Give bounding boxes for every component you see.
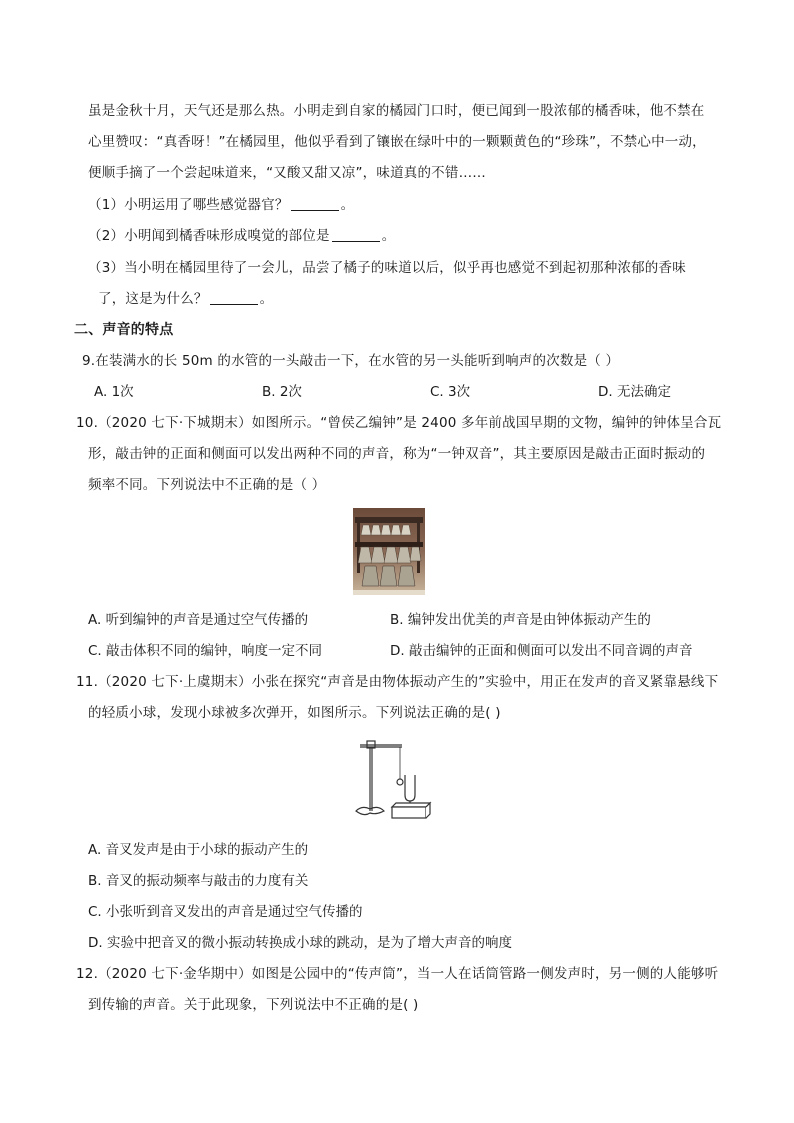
sub-question-3-line-2 (98, 289, 273, 309)
answer-blank (332, 227, 380, 242)
question-10-line-3: 频率不同。下列说法中不正确的是（ ） (88, 477, 326, 493)
bianzhong-bells-image (353, 508, 425, 595)
question-10-option-c: C. 敲击体积不同的编钟，响度一定不同 (88, 643, 323, 659)
question-9-option-b: B. 2次 (262, 384, 302, 400)
tuning-fork-pendulum-diagram (352, 735, 434, 822)
question-10-option-d: D. 敲击编钟的正面和侧面可以发出不同音调的声音 (390, 643, 693, 659)
section-heading: 二、声音的特点 (74, 322, 174, 338)
question-12-line-1: 12.（2020 七下·金华期中）如图是公园中的“传声筒”，当一人在话筒管路一侧发声时，另一侧的人能够听 (76, 966, 719, 982)
question-11-line-2: 的轻质小球，发现小球被多次弹开，如图所示。下列说法正确的是( ) (88, 705, 501, 721)
question-11-option-d: D. 实验中把音叉的微小振动转换成小球的跳动，是为了增大声音的响度 (88, 935, 512, 951)
question-9-option-a: A. 1次 (94, 384, 134, 400)
passage-line-2: 心里赞叹：“真香呀！”在橘园里，他似乎看到了镶嵌在绿叶中的一颗颗黄色的“珍珠”，不禁心中一动， (88, 134, 706, 150)
sub-question-1-end: 。 (340, 197, 355, 213)
question-10-line-2: 形，敲击钟的正面和侧面可以发出两种不同的声音，称为“一钟双音”，其主要原因是敲击正面时振动的 (88, 446, 706, 462)
question-10-line-1: 10.（2020 七下·下城期末）如图所示。“曾侯乙编钟”是 2400 多年前战国早期的文物，编钟的钟体呈合瓦 (76, 415, 722, 431)
question-10-option-a: A. 听到编钟的声音是通过空气传播的 (88, 612, 309, 628)
sub-question-1-text: （1）小明运用了哪些感觉器官？ (88, 197, 289, 213)
question-11-option-b: B. 音叉的振动频率与敲击的力度有关 (88, 873, 309, 889)
answer-blank (210, 290, 258, 305)
question-12-line-2: 到传输的声音。关于此现象，下列说法中不正确的是( ) (88, 997, 419, 1013)
answer-blank (291, 196, 339, 211)
sub-question-2-text: （2）小明闻到橘香味形成嗅觉的部位是 (88, 228, 330, 244)
sub-question-3-text: 了，这是为什么？ (98, 291, 208, 307)
question-9-option-c: C. 3次 (430, 384, 471, 400)
passage-line-1: 虽是金秋十月，天气还是那么热。小明走到自家的橘园门口时，便已闻到一股浓郁的橘香味，他不禁在 (88, 103, 705, 119)
question-9-option-d: D. 无法确定 (598, 384, 671, 400)
question-11-option-a: A. 音叉发声是由于小球的振动产生的 (88, 842, 309, 858)
sub-question-3-end: 。 (259, 291, 274, 307)
sub-question-3-line-1: （3）当小明在橘园里待了一会儿，品尝了橘子的味道以后，似乎再也感觉不到起初那种浓郁的香味 (88, 260, 686, 276)
sub-question-2 (88, 226, 395, 246)
question-10-option-b: B. 编钟发出优美的声音是由钟体振动产生的 (390, 612, 651, 628)
sub-question-2-end: 。 (381, 228, 396, 244)
question-11-option-c: C. 小张听到音叉发出的声音是通过空气传播的 (88, 904, 363, 920)
sub-question-1 (88, 195, 354, 215)
question-9-stem: 9.在装满水的长 50m 的水管的一头敲击一下，在水管的另一头能听到响声的次数是（ ） (82, 353, 620, 369)
passage-line-3: 便顺手摘了一个尝起味道来，“又酸又甜又凉”，味道真的不错…… (88, 165, 486, 181)
question-11-line-1: 11.（2020 七下·上虞期末）小张在探究“声音是由物体振动产生的”实验中，用正在发声的音叉紧靠悬线下 (76, 674, 719, 690)
